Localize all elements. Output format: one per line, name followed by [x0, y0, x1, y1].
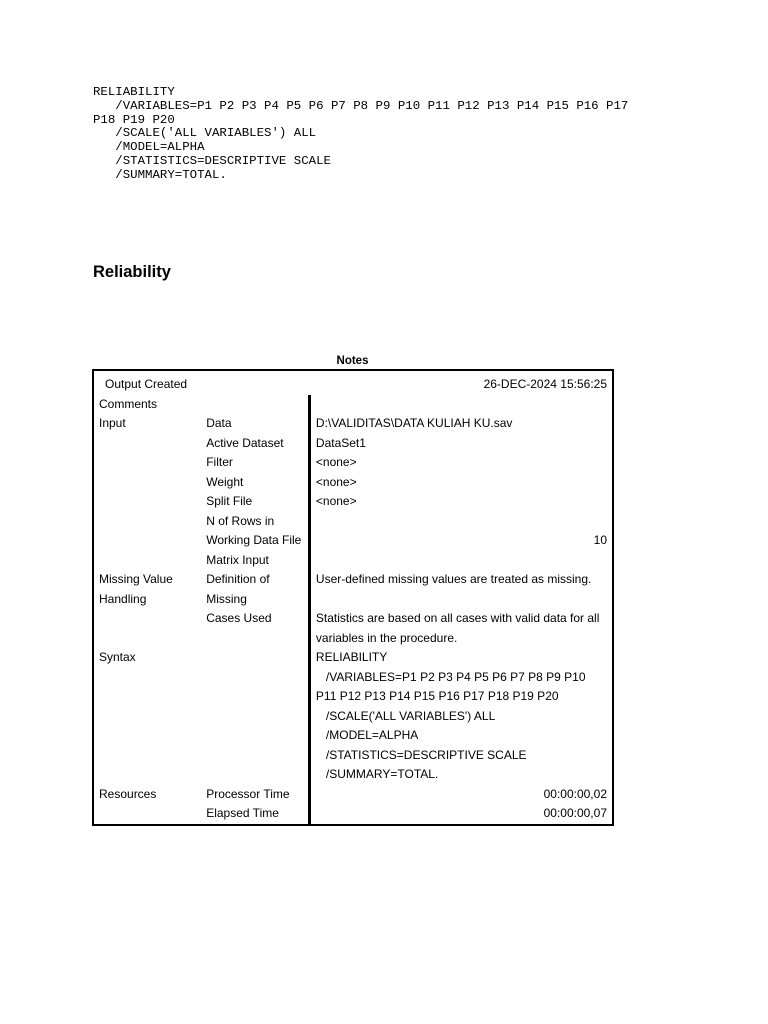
notes-table-title: Notes [336, 355, 369, 367]
table-row [93, 395, 613, 415]
filter-value: <none> [315, 455, 357, 469]
row-label-syntax: Syntax [99, 650, 136, 664]
syntax-line: /MODEL=ALPHA [325, 728, 419, 742]
section-heading: Reliability [93, 263, 171, 281]
definition-of-missing-value: User-defined missing values are treated as missing. [315, 572, 592, 586]
elapsed-time-value: 00:00:00,07 [543, 806, 607, 820]
active-dataset-value: DataSet1 [315, 435, 366, 450]
row-label-resources: Resources [99, 786, 157, 801]
row-label-input: Input [99, 416, 126, 430]
sub-label-definition-of-missing: Definition of Missing [201, 570, 309, 609]
table-row [93, 648, 613, 785]
weight-value: <none> [315, 474, 357, 489]
table-row [93, 609, 613, 648]
table-row [93, 785, 613, 805]
processor-time-value: 00:00:00,02 [543, 786, 607, 801]
syntax-line: /VARIABLES=P1 P2 P3 P4 P5 P6 P7 P8 P9 P10 P11 P12 P13 P14 P15 P16 P17 P18 P19 P20 [315, 669, 586, 703]
sub-label-elapsed-time: Elapsed Time [201, 804, 309, 825]
sub-label-data: Data [201, 414, 309, 434]
syntax-line: RELIABILITY [315, 650, 388, 664]
table-row [93, 434, 613, 454]
sub-label-n-rows: N of Rows in Working Data File [201, 512, 309, 551]
sub-label-filter: Filter [201, 453, 309, 473]
split-file-value: <none> [315, 494, 357, 508]
table-row [93, 370, 613, 395]
table-row [93, 512, 613, 551]
syntax-line: /SCALE('ALL VARIABLES') ALL [325, 708, 496, 723]
table-row [93, 551, 613, 571]
syntax-line: /SUMMARY=TOTAL. [325, 767, 439, 781]
table-row [93, 570, 613, 609]
sub-label-matrix-input: Matrix Input [201, 551, 309, 571]
table-row [93, 804, 613, 825]
sub-label-processor-time: Processor Time [201, 785, 309, 805]
table-row [93, 492, 613, 512]
data-value: D:\VALIDITAS\DATA KULIAH KU.sav [315, 416, 513, 430]
sub-label-cases-used: Cases Used [201, 609, 309, 648]
sub-label-active-dataset: Active Dataset [201, 434, 309, 454]
n-rows-value: 10 [593, 533, 607, 547]
syntax-line: /STATISTICS=DESCRIPTIVE SCALE [325, 747, 527, 762]
row-label-missing-value-handling: Missing Value Handling [99, 572, 173, 606]
syntax-command-block: RELIABILITY /VARIABLES=P1 P2 P3 P4 P5 P6 P7 P8 P9 P10 P11 P12 P13 P14 P15 P16 P17 P18 P19 P20 /SCALE('ALL VARIABLES') ALL /MODEL=ALPHA /STATISTICS=DESCRIPTIVE SCALE /SUMMARY=TOTAL. [93, 85, 629, 182]
table-row [93, 453, 613, 473]
output-created-value: 26-DEC-2024 15:56:25 [483, 377, 607, 391]
sub-label-split-file: Split File [201, 492, 309, 512]
row-label-comments: Comments [99, 396, 158, 411]
table-row [93, 473, 613, 493]
row-label-output-created: Output Created [105, 377, 188, 391]
notes-table [92, 369, 614, 826]
syntax-value [309, 648, 613, 785]
sub-label-weight: Weight [201, 473, 309, 493]
table-row [93, 414, 613, 434]
cases-used-value: Statistics are based on all cases with valid data for all variables in the procedure. [315, 611, 600, 645]
